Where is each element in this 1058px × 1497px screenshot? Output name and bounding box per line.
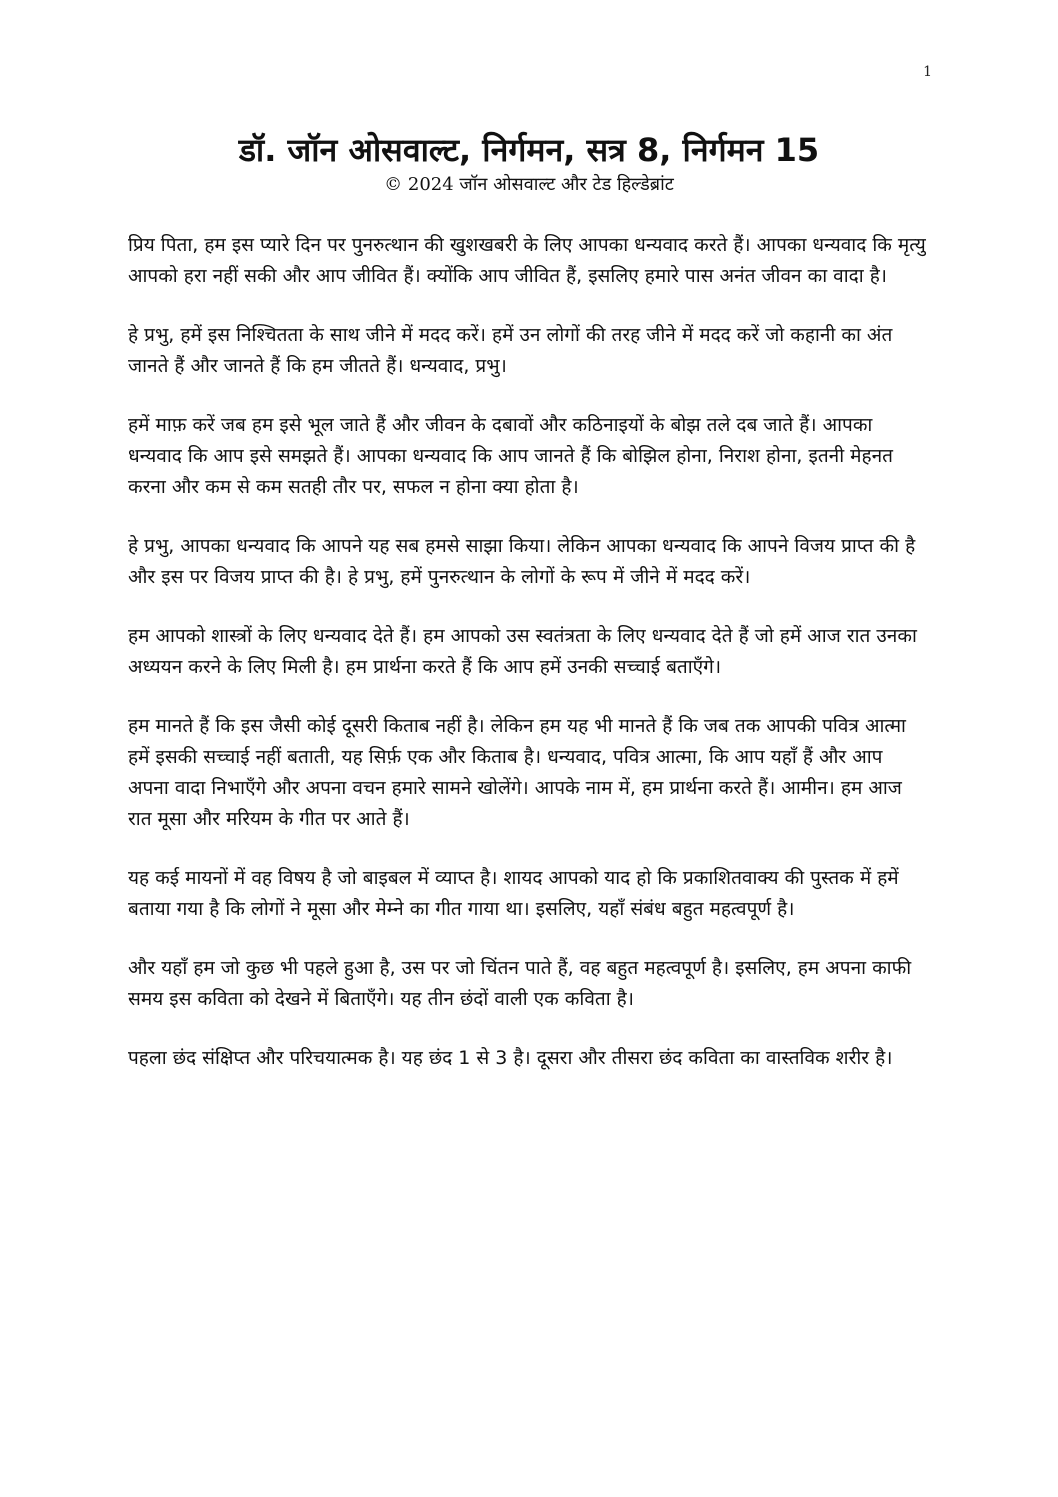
page-number: 1 xyxy=(923,64,932,80)
title-block xyxy=(0,128,1058,198)
paragraph: यह कई मायनों में वह विषय है जो बाइबल में व्याप्त है। शायद आपको याद हो कि प्रकाशितवाक्य की पुस्तक में हमें बताया गया है कि लोगों ने मूसा और मेम्ने का गीत गाया था। इसलिए, यहाँ संबंध बहुत महत्वपूर्ण है। xyxy=(128,867,899,920)
document-body xyxy=(128,230,928,1102)
paragraph: हे प्रभु, आपका धन्यवाद कि आपने यह सब हमसे साझा किया। लेकिन आपका धन्यवाद कि आपने विजय प्राप्त की है और इस पर विजय प्राप्त की है। हे प्रभु, हमें पुनरुत्थान के लोगों के रूप में जीने में मदद करें। xyxy=(128,535,916,588)
document-title: डॉ. जॉन ओसवाल्ट, निर्गमन, सत्र 8, निर्गमन 15 xyxy=(238,131,820,169)
paragraph: हे प्रभु, हमें इस निश्चितता के साथ जीने में मदद करें। हमें उन लोगों की तरह जीने में मदद करें जो कहानी का अंत जानते हैं और जानते हैं कि हम जीतते हैं। धन्यवाद, प्रभु। xyxy=(128,324,893,377)
paragraph: पहला छंद संक्षिप्त और परिचयात्मक है। यह छंद 1 से 3 है। दूसरा और तीसरा छंद कविता का वास्तविक शरीर है। xyxy=(128,1047,893,1069)
paragraph: हमें माफ़ करें जब हम इसे भूल जाते हैं और जीवन के दबावों और कठिनाइयों के बोझ तले दब जाते हैं। आपका धन्यवाद कि आप इसे समझते हैं। आपका धन्यवाद कि आप जानते हैं कि बोझिल होना, निराश होना, इतनी मेहनत करना और कम से कम सतही तौर पर, सफल न होना क्या होता है। xyxy=(128,414,894,498)
copyright-line: © 2024 जॉन ओसवाल्ट और टेड हिल्डेब्रांट xyxy=(384,174,674,195)
paragraph: प्रिय पिता, हम इस प्यारे दिन पर पुनरुत्थान की खुशखबरी के लिए आपका धन्यवाद करते हैं। आपका धन्यवाद कि मृत्यु आपको हरा नहीं सकी और आप जीवित हैं। क्योंकि आप जीवित हैं, इसलिए हमारे पास अनंत जीवन का वादा है। xyxy=(128,234,926,287)
paragraph: हम मानते हैं कि इस जैसी कोई दूसरी किताब नहीं है। लेकिन हम यह भी मानते हैं कि जब तक आपकी पवित्र आत्मा हमें इसकी सच्चाई नहीं बताती, यह सिर्फ़ एक और किताब है। धन्यवाद, पवित्र आत्मा, कि आप यहाँ हैं और आप अपना वादा निभाएँगे और अपना वचन हमारे सामने खोलेंगे। आपके नाम में, हम प्रार्थना करते हैं। आमीन। हम आज रात मूसा और मरियम के गीत पर आते हैं। xyxy=(128,715,906,830)
paragraph: और यहाँ हम जो कुछ भी पहले हुआ है, उस पर जो चिंतन पाते हैं, वह बहुत महत्वपूर्ण है। इसलिए, हम अपना काफी समय इस कविता को देखने में बिताएँगे। यह तीन छंदों वाली एक कविता है। xyxy=(128,957,912,1010)
paragraph: हम आपको शास्त्रों के लिए धन्यवाद देते हैं। हम आपको उस स्वतंत्रता के लिए धन्यवाद देते हैं जो हमें आज रात उनका अध्ययन करने के लिए मिली है। हम प्रार्थना करते हैं कि आप हमें उनकी सच्चाई बताएँगे। xyxy=(128,625,917,678)
